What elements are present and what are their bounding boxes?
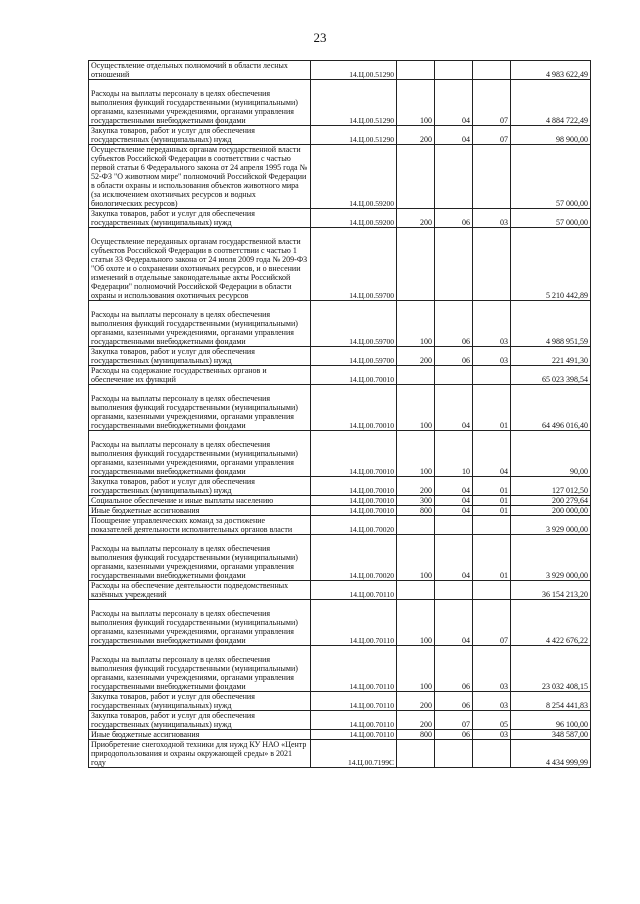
row-vr-cell: 100 — [397, 646, 435, 692]
table-row — [89, 209, 591, 228]
row-sum-cell: 57 000,00 — [511, 209, 591, 228]
row-rz-cell: 06 — [435, 730, 473, 740]
table-row — [89, 61, 591, 80]
table-row — [89, 385, 591, 431]
row-rz-cell — [435, 581, 473, 600]
row-code-cell: 14.Ц.00.51290 — [311, 80, 397, 126]
row-rz-cell: 06 — [435, 646, 473, 692]
row-code-cell: 14.Ц.00.59200 — [311, 209, 397, 228]
row-rz-cell: 04 — [435, 506, 473, 516]
row-name-cell: Закупка товаров, работ и услуг для обеспечения государственных (муниципальных) нужд — [89, 347, 311, 366]
row-name-cell: Социальное обеспечение и иные выплаты населению — [89, 496, 311, 506]
row-vr-cell: 200 — [397, 711, 435, 730]
row-pr-cell — [473, 228, 511, 301]
row-pr-cell — [473, 145, 511, 209]
row-rz-cell — [435, 366, 473, 385]
row-pr-cell: 01 — [473, 506, 511, 516]
row-code-cell: 14.Ц.00.59700 — [311, 301, 397, 347]
row-vr-cell: 200 — [397, 692, 435, 711]
table-row — [89, 600, 591, 646]
row-code-cell: 14.Ц.00.59700 — [311, 347, 397, 366]
row-code-cell: 14.Ц.00.51290 — [311, 61, 397, 80]
row-name-cell: Расходы на выплаты персоналу в целях обеспечения выполнения функций государственными (муниципальными) органами, казенными учреждениями, органами управления государственными внебюджетными фондами — [89, 600, 311, 646]
row-sum-cell: 3 929 000,00 — [511, 535, 591, 581]
table-row — [89, 477, 591, 496]
row-code-cell: 14.Ц.00.7199С — [311, 740, 397, 768]
row-rz-cell: 04 — [435, 600, 473, 646]
row-code-cell: 14.Ц.00.70020 — [311, 535, 397, 581]
row-name-cell: Закупка товаров, работ и услуг для обеспечения государственных (муниципальных) нужд — [89, 692, 311, 711]
row-pr-cell: 01 — [473, 385, 511, 431]
row-vr-cell: 200 — [397, 347, 435, 366]
row-sum-cell: 4 434 999,99 — [511, 740, 591, 768]
row-pr-cell: 07 — [473, 80, 511, 126]
table-row — [89, 516, 591, 535]
row-name-cell: Закупка товаров, работ и услуг для обеспечения государственных (муниципальных) нужд — [89, 209, 311, 228]
row-code-cell: 14.Ц.00.70110 — [311, 692, 397, 711]
row-vr-cell: 100 — [397, 385, 435, 431]
row-vr-cell: 100 — [397, 431, 435, 477]
row-sum-cell: 90,00 — [511, 431, 591, 477]
row-sum-cell: 65 023 398,54 — [511, 366, 591, 385]
row-pr-cell: 01 — [473, 535, 511, 581]
table-row — [89, 366, 591, 385]
row-pr-cell: 01 — [473, 496, 511, 506]
row-sum-cell: 96 100,00 — [511, 711, 591, 730]
row-rz-cell — [435, 145, 473, 209]
row-sum-cell: 36 154 213,20 — [511, 581, 591, 600]
row-rz-cell: 04 — [435, 496, 473, 506]
budget-table-body — [89, 61, 591, 768]
row-vr-cell: 200 — [397, 209, 435, 228]
row-sum-cell: 348 587,00 — [511, 730, 591, 740]
table-row — [89, 431, 591, 477]
row-code-cell: 14.Ц.00.70010 — [311, 506, 397, 516]
row-name-cell: Поощрение управленческих команд за достижение показателей деятельности исполнительных органов власти — [89, 516, 311, 535]
row-rz-cell: 04 — [435, 80, 473, 126]
table-row — [89, 740, 591, 768]
row-rz-cell — [435, 516, 473, 535]
row-vr-cell: 100 — [397, 301, 435, 347]
row-sum-cell: 5 210 442,89 — [511, 228, 591, 301]
row-rz-cell: 04 — [435, 126, 473, 145]
row-pr-cell: 03 — [473, 646, 511, 692]
row-rz-cell: 06 — [435, 347, 473, 366]
row-pr-cell: 07 — [473, 126, 511, 145]
table-row — [89, 126, 591, 145]
row-rz-cell: 04 — [435, 385, 473, 431]
row-sum-cell: 64 496 016,40 — [511, 385, 591, 431]
table-row — [89, 646, 591, 692]
row-name-cell: Расходы на выплаты персоналу в целях обеспечения выполнения функций государственными (муниципальными) органами, казенными учреждениями, органами управления государственными внебюджетными фондами — [89, 646, 311, 692]
row-vr-cell: 800 — [397, 730, 435, 740]
row-pr-cell: 01 — [473, 477, 511, 496]
row-sum-cell: 4 884 722,49 — [511, 80, 591, 126]
row-name-cell: Приобретение снегоходной техники для нужд КУ НАО «Центр природопользования и охраны окружающей среды» в 2021 году — [89, 740, 311, 768]
row-vr-cell: 300 — [397, 496, 435, 506]
table-row — [89, 730, 591, 740]
row-name-cell: Иные бюджетные ассигнования — [89, 730, 311, 740]
row-sum-cell: 200 000,00 — [511, 506, 591, 516]
table-row — [89, 711, 591, 730]
row-vr-cell: 800 — [397, 506, 435, 516]
row-vr-cell — [397, 516, 435, 535]
page-number: 23 — [313, 30, 327, 45]
row-pr-cell — [473, 366, 511, 385]
budget-table — [88, 60, 591, 768]
row-rz-cell: 10 — [435, 431, 473, 477]
row-pr-cell — [473, 61, 511, 80]
row-name-cell: Расходы на обеспечение деятельности подведомственных казённых учреждений — [89, 581, 311, 600]
row-pr-cell: 03 — [473, 301, 511, 347]
row-code-cell: 14.Ц.00.70020 — [311, 516, 397, 535]
table-row — [89, 496, 591, 506]
row-pr-cell: 04 — [473, 431, 511, 477]
row-pr-cell: 07 — [473, 600, 511, 646]
row-vr-cell — [397, 366, 435, 385]
table-row — [89, 581, 591, 600]
row-sum-cell: 23 032 408,15 — [511, 646, 591, 692]
table-row — [89, 506, 591, 516]
table-row — [89, 80, 591, 126]
row-code-cell: 14.Ц.00.70010 — [311, 477, 397, 496]
row-vr-cell: 200 — [397, 477, 435, 496]
row-sum-cell: 221 491,30 — [511, 347, 591, 366]
table-row — [89, 301, 591, 347]
row-code-cell: 14.Ц.00.59700 — [311, 228, 397, 301]
row-name-cell: Закупка товаров, работ и услуг для обеспечения государственных (муниципальных) нужд — [89, 126, 311, 145]
row-pr-cell: 05 — [473, 711, 511, 730]
row-sum-cell: 4 983 622,49 — [511, 61, 591, 80]
row-name-cell: Расходы на выплаты персоналу в целях обеспечения выполнения функций государственными (муниципальными) органами, казенными учреждениями, органами управления государственными внебюджетными фондами — [89, 301, 311, 347]
row-rz-cell — [435, 228, 473, 301]
table-row — [89, 347, 591, 366]
row-code-cell: 14.Ц.00.70110 — [311, 730, 397, 740]
row-name-cell: Расходы на выплаты персоналу в целях обеспечения выполнения функций государственными (муниципальными) органами, казенными учреждениями, органами управления государственными внебюджетными фондами — [89, 535, 311, 581]
row-name-cell: Закупка товаров, работ и услуг для обеспечения государственных (муниципальных) нужд — [89, 477, 311, 496]
row-name-cell: Закупка товаров, работ и услуг для обеспечения государственных (муниципальных) нужд — [89, 711, 311, 730]
row-sum-cell: 200 279,64 — [511, 496, 591, 506]
row-pr-cell — [473, 581, 511, 600]
row-name-cell: Осуществление переданных органам государственной власти субъектов Российской Федерации в соответствии с частью первой статьи 6 Федерального закона от 24 апреля 1995 года № 52-ФЗ "О животном мире" полномочий Российской Федерации в области охраны и использования объектов животного мира (за исключением охотничьих ресурсов и водных биологических ресурсов) — [89, 145, 311, 209]
table-row — [89, 145, 591, 209]
row-vr-cell — [397, 228, 435, 301]
row-vr-cell — [397, 740, 435, 768]
row-rz-cell: 07 — [435, 711, 473, 730]
row-pr-cell: 03 — [473, 730, 511, 740]
row-vr-cell: 100 — [397, 600, 435, 646]
row-code-cell: 14.Ц.00.70110 — [311, 646, 397, 692]
row-rz-cell: 06 — [435, 209, 473, 228]
row-sum-cell: 4 422 676,22 — [511, 600, 591, 646]
row-name-cell: Расходы на содержание государственных органов и обеспечение их функций — [89, 366, 311, 385]
row-name-cell: Расходы на выплаты персоналу в целях обеспечения выполнения функций государственными (муниципальными) органами, казенными учреждениями, органами управления государственными внебюджетными фондами — [89, 80, 311, 126]
row-code-cell: 14.Ц.00.51290 — [311, 126, 397, 145]
row-name-cell: Иные бюджетные ассигнования — [89, 506, 311, 516]
row-rz-cell — [435, 61, 473, 80]
table-row — [89, 535, 591, 581]
row-code-cell: 14.Ц.00.70110 — [311, 581, 397, 600]
row-pr-cell: 03 — [473, 692, 511, 711]
row-name-cell: Осуществление отдельных полномочий в области лесных отношений — [89, 61, 311, 80]
row-code-cell: 14.Ц.00.70010 — [311, 366, 397, 385]
row-sum-cell: 4 988 951,59 — [511, 301, 591, 347]
row-sum-cell: 127 012,50 — [511, 477, 591, 496]
row-vr-cell — [397, 581, 435, 600]
row-vr-cell — [397, 145, 435, 209]
row-vr-cell: 100 — [397, 535, 435, 581]
row-pr-cell: 03 — [473, 209, 511, 228]
row-code-cell: 14.Ц.00.59200 — [311, 145, 397, 209]
row-rz-cell: 06 — [435, 692, 473, 711]
row-name-cell: Осуществление переданных органам государственной власти субъектов Российской Федерации в соответствии с частью 1 статьи 33 Федерального закона от 24 июля 2009 года № 209-ФЗ "Об охоте и о сохранении охотничьих ресурсов, и о внесении изменений в отдельные законодательные акты Российской Федерации" полномочий Российской Федерации в области охраны и использования охотничьих ресурсов — [89, 228, 311, 301]
row-sum-cell: 98 900,00 — [511, 126, 591, 145]
row-pr-cell — [473, 740, 511, 768]
row-pr-cell — [473, 516, 511, 535]
row-code-cell: 14.Ц.00.70010 — [311, 385, 397, 431]
row-vr-cell: 100 — [397, 80, 435, 126]
row-rz-cell: 04 — [435, 477, 473, 496]
row-name-cell: Расходы на выплаты персоналу в целях обеспечения выполнения функций государственными (муниципальными) органами, казенными учреждениями, органами управления государственными внебюджетными фондами — [89, 431, 311, 477]
row-rz-cell: 04 — [435, 535, 473, 581]
row-vr-cell: 200 — [397, 126, 435, 145]
row-code-cell: 14.Ц.00.70110 — [311, 600, 397, 646]
row-code-cell: 14.Ц.00.70110 — [311, 711, 397, 730]
row-code-cell: 14.Ц.00.70010 — [311, 496, 397, 506]
table-row — [89, 692, 591, 711]
row-rz-cell — [435, 740, 473, 768]
table-row — [89, 228, 591, 301]
row-sum-cell: 57 000,00 — [511, 145, 591, 209]
row-code-cell: 14.Ц.00.70010 — [311, 431, 397, 477]
row-vr-cell — [397, 61, 435, 80]
row-pr-cell: 03 — [473, 347, 511, 366]
row-name-cell: Расходы на выплаты персоналу в целях обеспечения выполнения функций государственными (муниципальными) органами, казенными учреждениями, органами управления государственными внебюджетными фондами — [89, 385, 311, 431]
row-rz-cell: 06 — [435, 301, 473, 347]
row-sum-cell: 8 254 441,83 — [511, 692, 591, 711]
row-sum-cell: 3 929 000,00 — [511, 516, 591, 535]
